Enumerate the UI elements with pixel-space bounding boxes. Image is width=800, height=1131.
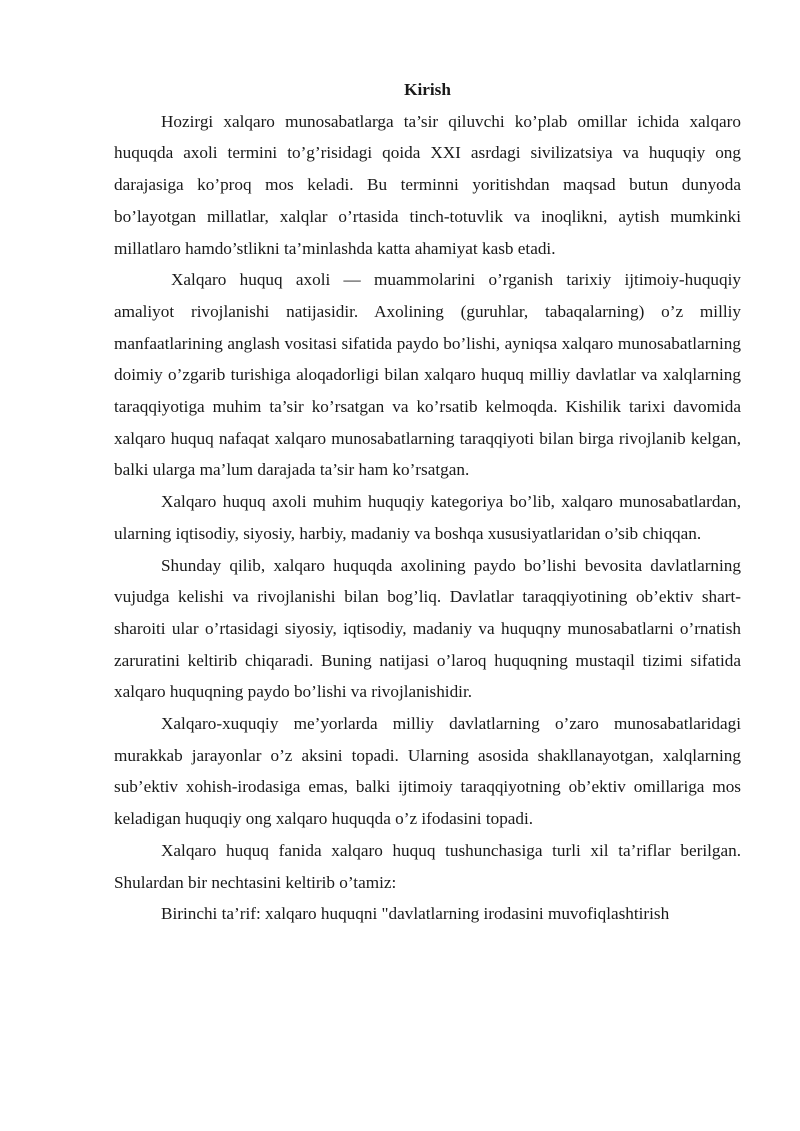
paragraph-norms: Xalqaro-xuquqiy me’yorlarda milliy davlatlarning o’zaro munosabatlaridagi murakkab jarayonlar o’z aksini topadi. Ularning asosida shakllanayotgan, xalqlarning sub’ektiv xohish-irodasiga emas, balki ijtimoiy taraqqiyotning ob’ektiv omillariga mos keladigan huquqiy ong xalqaro huquqda o’z ifodasini topadi. — [114, 714, 741, 829]
paragraph-emergence: Shunday qilib, xalqaro huquqda axolining paydo bo’lishi bevosita davlatlarning vujudga kelishi va rivojlanishi bilan bog’liq. Davlatlar taraqqiyotining ob’ektiv shart-sharoiti ular o’rtasidagi siyosiy, iqtisodiy, madaniy va huquqny munosabatlarni o’rnatish zaruratini keltirib chiqaradi. Buning natijasi o’laroq huquqning mustaqil tizimi sifatida xalqaro huquqning paydo bo’lishi va rivojlanishidir. — [114, 555, 741, 702]
paragraph-first-definition: Birinchi ta’rif: xalqaro huquqni "davlatlarning irodasini muvofiqlashtirish — [161, 904, 670, 924]
paragraph-legal-category: Xalqaro huquq axoli muhim huquqiy kategoriya bo’lib, xalqaro munosabatlardan, ularning iqtisodiy, siyosiy, harbiy, madaniy va boshqa xususiyatlaridan o’sib chiqqan. — [114, 492, 741, 543]
document-body — [114, 74, 741, 930]
paragraph-population-problems: Xalqaro huquq axoli — muammolarini o’rganish tarixiy ijtimoiy-huquqiy amaliyot rivojlanishi natijasidir. Axolining (guruhlar, tabaqalarning) o’z milliy manfaatlarining anglash vositasi sifatida paydo bo’lishi, ayniqsa xalqaro munosabatlarning doimiy o’zgarib turishiga aloqadorligi bilan xalqaro huquq milliy davlatlar va xalqlarning taraqqiyotiga muhim ta’sir ko’rsatgan va ko’rsatib kelmoqda. Kishilik tarixi davomida xalqaro huquq nafaqat xalqaro munosabatlarning taraqqiyoti bilan birga rivojlanib kelgan, balki ularga ma’lum darajada ta’sir ham ko’rsatgan. — [114, 270, 741, 480]
page-title: Kirish — [404, 80, 451, 99]
paragraph-intro: Hozirgi xalqaro munosabatlarga ta’sir qiluvchi ko’plab omillar ichida xalqaro huquqda axoli termini to’g’risidagi qoida XXI asrdagi sivilizatsiya va huquqiy ong darajasiga ko’proq mos keladi. Bu terminni yoritishdan maqsad butun dunyoda bo’layotgan millatlar, xalqlar o’rtasida tinch-totuvlik va inoqlikni, aytish mumkinki millatlaro hamdo’stlikni ta’minlashda katta ahamiyat kasb etadi. — [114, 111, 741, 258]
paragraph-definitions-intro: Xalqaro huquq fanida xalqaro huquq tushunchasiga turli xil ta’riflar berilgan. Shulardan bir nechtasini keltirib o’tamiz: — [114, 840, 741, 892]
